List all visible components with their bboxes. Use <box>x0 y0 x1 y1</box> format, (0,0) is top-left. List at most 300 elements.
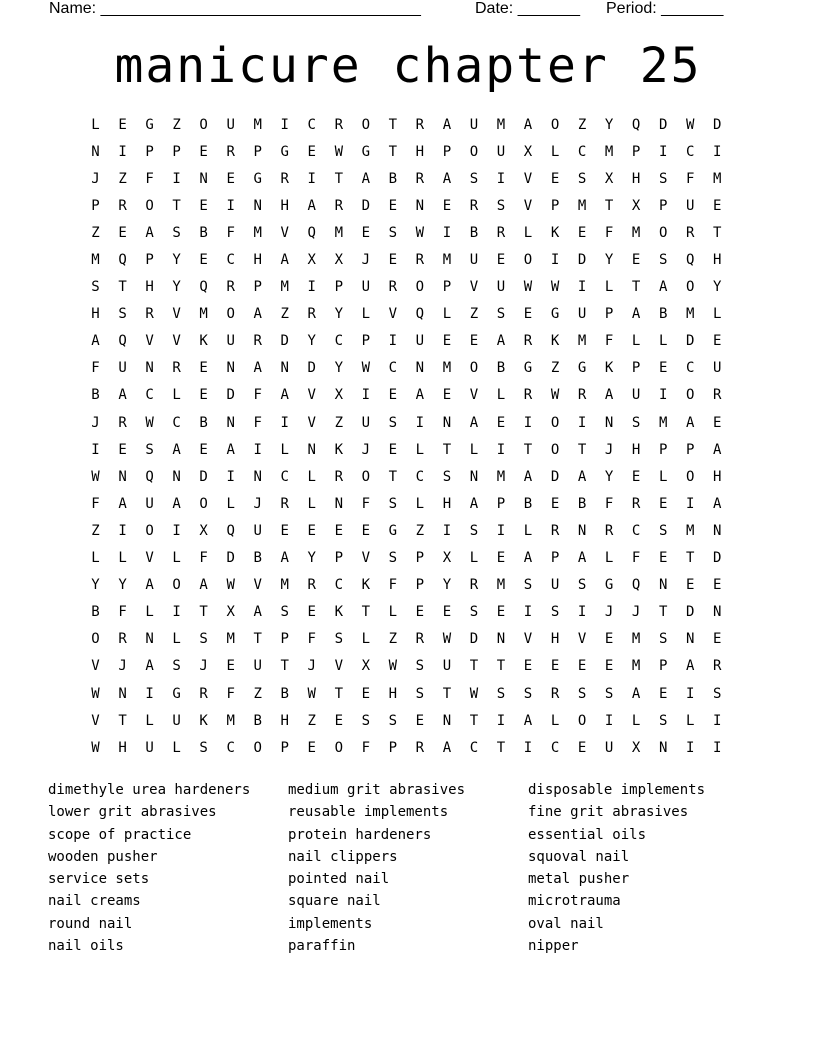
grid-letter: S <box>388 495 398 512</box>
grid-letter: V <box>280 224 289 241</box>
word-list-item: implements <box>288 915 373 932</box>
grid-letter: F <box>361 495 371 512</box>
grid-letter: Z <box>253 685 262 702</box>
word-list-column <box>48 779 288 957</box>
grid-letter: G <box>550 306 560 323</box>
grid-letter: E <box>496 604 506 621</box>
grid-letter: L <box>172 739 181 756</box>
grid-letter: E <box>658 360 668 377</box>
grid-letter: H <box>631 441 641 458</box>
grid-letter: G <box>577 360 587 377</box>
grid-letter: N <box>307 441 316 458</box>
grid-letter: U <box>253 658 262 675</box>
grid-letter: I <box>577 604 587 621</box>
grid-letter: A <box>280 550 289 567</box>
grid-letter: D <box>280 333 289 350</box>
grid-row <box>82 680 742 707</box>
grid-letter: W <box>550 387 560 404</box>
grid-letter: C <box>145 387 154 404</box>
grid-letter: I <box>307 279 316 296</box>
grid-letter: E <box>442 604 452 621</box>
grid-letter: B <box>91 604 100 621</box>
grid-letter: W <box>91 468 100 485</box>
grid-letter: H <box>280 712 289 729</box>
grid-letter: V <box>469 387 479 404</box>
grid-letter: Q <box>226 522 235 539</box>
grid-letter: O <box>550 414 560 431</box>
grid-letter: P <box>631 360 641 377</box>
grid-letter: M <box>577 197 587 214</box>
grid-row <box>82 599 742 626</box>
grid-letter: J <box>118 658 127 675</box>
grid-row <box>82 219 742 246</box>
word-list-item: dimethyle urea hardeners <box>48 782 251 798</box>
grid-letter: S <box>388 224 398 241</box>
grid-letter: I <box>307 170 316 187</box>
grid-letter: M <box>604 143 614 160</box>
grid-letter: Q <box>199 279 208 296</box>
grid-letter: C <box>334 333 344 350</box>
grid-letter: A <box>523 550 533 567</box>
grid-letter: E <box>118 224 127 241</box>
grid-letter: P <box>685 441 695 458</box>
grid-letter: T <box>118 279 127 296</box>
grid-letter: J <box>631 604 641 621</box>
grid-letter: E <box>658 685 668 702</box>
grid-letter: S <box>658 170 668 187</box>
grid-letter: C <box>226 252 235 269</box>
grid-letter: I <box>496 170 506 187</box>
grid-letter: O <box>199 495 208 512</box>
grid-letter: X <box>307 252 316 269</box>
grid-letter: W <box>388 658 398 675</box>
grid-letter: S <box>469 170 479 187</box>
grid-letter: A <box>604 387 614 404</box>
grid-letter: E <box>442 333 452 350</box>
grid-letter: U <box>361 414 371 431</box>
grid-letter: Z <box>91 522 100 539</box>
grid-letter: X <box>334 252 344 269</box>
grid-letter: U <box>118 360 127 377</box>
grid-letter: Y <box>334 306 344 323</box>
grid-letter: W <box>145 414 154 431</box>
grid-letter: P <box>388 739 398 756</box>
grid-letter: Y <box>91 577 100 594</box>
grid-letter: R <box>577 387 587 404</box>
grid-letter: E <box>388 197 398 214</box>
grid-row <box>82 246 742 273</box>
grid-letter: Z <box>307 712 316 729</box>
grid-letter: I <box>496 441 506 458</box>
grid-letter: U <box>226 116 235 133</box>
grid-letter: R <box>523 387 533 404</box>
grid-letter: R <box>415 739 425 756</box>
grid-letter: N <box>334 495 344 512</box>
grid-letter: G <box>172 685 181 702</box>
grid-letter: V <box>523 197 533 214</box>
grid-letter: R <box>415 631 425 648</box>
grid-letter: T <box>172 197 181 214</box>
grid-letter: S <box>199 631 208 648</box>
grid-letter: A <box>442 739 452 756</box>
grid-letter: X <box>631 739 641 756</box>
grid-letter: D <box>226 550 235 567</box>
grid-letter: Z <box>388 631 398 648</box>
grid-letter: E <box>226 170 235 187</box>
grid-letter: S <box>658 712 668 729</box>
grid-letter: E <box>199 441 208 458</box>
grid-letter: R <box>334 197 344 214</box>
grid-letter: N <box>577 522 587 539</box>
grid-letter: T <box>199 604 208 621</box>
grid-letter: V <box>469 279 479 296</box>
grid-letter: T <box>253 631 262 648</box>
grid-letter: E <box>361 522 371 539</box>
grid-letter: Y <box>172 279 181 296</box>
grid-letter: N <box>118 468 127 485</box>
grid-letter: E <box>604 658 614 675</box>
grid-letter: F <box>685 170 695 187</box>
grid-letter: R <box>604 522 614 539</box>
grid-letter: P <box>550 197 560 214</box>
grid-letter: L <box>172 550 181 567</box>
grid-letter: D <box>361 197 371 214</box>
grid-letter: Q <box>631 116 641 133</box>
grid-letter: X <box>523 143 533 160</box>
grid-letter: U <box>604 739 614 756</box>
grid-letter: I <box>523 414 533 431</box>
grid-letter: I <box>604 712 614 729</box>
grid-letter: V <box>145 333 154 350</box>
grid-letter: L <box>523 224 533 241</box>
grid-letter: G <box>523 360 533 377</box>
grid-letter: H <box>550 631 560 648</box>
grid-letter: L <box>145 712 154 729</box>
grid-letter: R <box>334 468 344 485</box>
grid-letter: L <box>658 468 668 485</box>
grid-letter: F <box>199 550 208 567</box>
grid-letter: M <box>253 116 262 133</box>
grid-row <box>82 138 742 165</box>
grid-letter: W <box>685 116 695 133</box>
grid-letter: A <box>118 387 127 404</box>
grid-letter: A <box>145 224 154 241</box>
grid-letter: N <box>253 197 262 214</box>
grid-letter: Z <box>415 522 425 539</box>
word-list-item: lower grit abrasives <box>48 804 217 821</box>
grid-letter: W <box>523 279 533 296</box>
grid-letter: M <box>442 360 452 377</box>
grid-letter: L <box>685 712 695 729</box>
grid-letter: W <box>442 631 452 648</box>
grid-letter: O <box>469 143 479 160</box>
grid-letter: S <box>577 170 587 187</box>
grid-letter: P <box>415 577 425 594</box>
grid-letter: J <box>91 170 100 187</box>
word-list-item: oval nail <box>528 915 604 932</box>
grid-letter: A <box>91 333 100 350</box>
grid-row <box>82 111 742 138</box>
word-list-item: metal pusher <box>528 871 630 888</box>
grid-letter: U <box>469 116 479 133</box>
grid-letter: I <box>685 685 695 702</box>
grid-letter: W <box>469 685 479 702</box>
grid-letter: T <box>658 604 668 621</box>
grid-letter: E <box>523 658 533 675</box>
grid-letter: L <box>118 550 127 567</box>
grid-letter: A <box>685 414 695 431</box>
grid-letter: P <box>550 550 560 567</box>
grid-letter: N <box>713 604 722 621</box>
grid-letter: R <box>496 224 506 241</box>
grid-letter: T <box>388 468 398 485</box>
page-title: manicure chapter 25 <box>114 38 702 94</box>
grid-letter: I <box>523 604 533 621</box>
grid-letter: Q <box>307 224 316 241</box>
grid-letter: O <box>361 468 371 485</box>
grid-letter: S <box>442 468 452 485</box>
grid-letter: S <box>469 604 479 621</box>
grid-letter: F <box>253 414 262 431</box>
grid-letter: A <box>523 116 533 133</box>
grid-letter: A <box>226 441 235 458</box>
grid-letter: F <box>307 631 316 648</box>
grid-letter: W <box>334 143 344 160</box>
word-list-item: nipper <box>528 938 579 955</box>
grid-letter: O <box>226 306 235 323</box>
grid-letter: T <box>280 658 289 675</box>
grid-letter: C <box>469 739 479 756</box>
word-search-grid <box>82 111 742 761</box>
grid-letter: M <box>631 631 641 648</box>
grid-letter: P <box>334 550 344 567</box>
grid-letter: S <box>496 197 506 214</box>
grid-letter: L <box>307 495 316 512</box>
grid-letter: M <box>442 252 452 269</box>
grid-letter: N <box>415 360 425 377</box>
grid-letter: B <box>91 387 100 404</box>
grid-row <box>82 165 742 192</box>
grid-row <box>82 707 742 734</box>
grid-letter: Z <box>550 360 560 377</box>
grid-letter: C <box>280 468 289 485</box>
grid-letter: E <box>442 197 452 214</box>
grid-letter: I <box>280 414 289 431</box>
grid-letter: A <box>469 495 479 512</box>
grid-letter: S <box>280 604 289 621</box>
grid-letter: H <box>253 252 262 269</box>
grid-letter: I <box>388 333 398 350</box>
grid-letter: R <box>280 495 289 512</box>
word-list-item: medium grit abrasives <box>288 782 466 798</box>
grid-letter: V <box>361 550 371 567</box>
grid-row <box>82 626 742 653</box>
grid-letter: R <box>307 306 316 323</box>
grid-letter: K <box>604 360 614 377</box>
grid-letter: B <box>199 224 208 241</box>
grid-letter: S <box>388 414 398 431</box>
grid-letter: U <box>713 360 722 377</box>
grid-letter: X <box>442 550 452 567</box>
date-field-label: Date: _______ <box>475 0 580 17</box>
grid-letter: V <box>91 712 100 729</box>
grid-letter: E <box>713 631 722 648</box>
grid-letter: D <box>199 468 208 485</box>
grid-letter: J <box>253 495 262 512</box>
grid-letter: Y <box>604 116 614 133</box>
grid-letter: L <box>172 631 181 648</box>
grid-letter: V <box>577 631 587 648</box>
grid-letter: A <box>415 387 425 404</box>
grid-letter: P <box>145 252 154 269</box>
grid-letter: S <box>577 577 587 594</box>
grid-letter: L <box>604 550 614 567</box>
grid-letter: O <box>145 522 154 539</box>
period-field-label: Period: _______ <box>606 0 724 17</box>
grid-letter: K <box>550 333 560 350</box>
grid-letter: A <box>442 170 452 187</box>
grid-letter: Q <box>415 306 425 323</box>
grid-letter: L <box>415 441 425 458</box>
grid-letter: D <box>713 116 722 133</box>
grid-letter: U <box>496 279 506 296</box>
grid-letter: Y <box>604 252 614 269</box>
grid-letter: A <box>253 360 262 377</box>
grid-letter: I <box>496 522 506 539</box>
grid-letter: A <box>577 550 587 567</box>
grid-row <box>82 328 742 355</box>
grid-letter: A <box>280 252 289 269</box>
word-list-item: essential oils <box>528 826 647 843</box>
grid-letter: U <box>550 577 560 594</box>
word-list-item: microtrauma <box>528 893 621 910</box>
grid-letter: W <box>91 739 100 756</box>
grid-letter: M <box>631 224 641 241</box>
grid-letter: I <box>442 224 452 241</box>
grid-letter: S <box>631 414 641 431</box>
grid-letter: T <box>469 658 479 675</box>
grid-letter: D <box>226 387 235 404</box>
grid-letter: R <box>145 306 154 323</box>
grid-letter: N <box>91 143 100 160</box>
grid-letter: A <box>523 468 533 485</box>
grid-letter: V <box>334 658 344 675</box>
grid-letter: W <box>361 360 371 377</box>
grid-letter: H <box>91 306 100 323</box>
grid-letter: N <box>253 468 262 485</box>
grid-letter: F <box>604 495 614 512</box>
grid-letter: G <box>388 522 398 539</box>
grid-letter: S <box>469 522 479 539</box>
grid-letter: T <box>334 170 344 187</box>
grid-letter: R <box>388 279 398 296</box>
grid-letter: X <box>361 658 371 675</box>
grid-letter: J <box>604 441 614 458</box>
grid-letter: M <box>496 577 506 594</box>
grid-letter: S <box>577 685 587 702</box>
grid-letter: I <box>713 143 722 160</box>
grid-letter: K <box>199 712 208 729</box>
grid-letter: O <box>91 631 100 648</box>
grid-letter: A <box>199 577 208 594</box>
grid-letter: I <box>172 522 181 539</box>
grid-letter: E <box>713 414 722 431</box>
grid-letter: N <box>658 739 668 756</box>
grid-letter: Y <box>604 468 614 485</box>
grid-letter: E <box>199 143 208 160</box>
grid-letter: T <box>442 441 452 458</box>
grid-row <box>82 355 742 382</box>
grid-letter: I <box>496 712 506 729</box>
grid-letter: D <box>307 360 316 377</box>
grid-letter: O <box>253 739 262 756</box>
grid-letter: T <box>577 441 587 458</box>
grid-letter: A <box>631 306 641 323</box>
grid-letter: Z <box>469 306 479 323</box>
grid-letter: R <box>550 522 560 539</box>
grid-letter: C <box>685 143 695 160</box>
grid-letter: R <box>226 279 235 296</box>
grid-letter: I <box>118 143 127 160</box>
grid-letter: E <box>685 577 695 594</box>
grid-letter: N <box>199 170 208 187</box>
grid-letter: C <box>415 468 425 485</box>
grid-letter: K <box>199 333 208 350</box>
grid-letter: B <box>469 224 479 241</box>
grid-letter: S <box>334 631 344 648</box>
grid-letter: F <box>604 224 614 241</box>
grid-letter: T <box>469 712 479 729</box>
grid-letter: F <box>91 360 100 377</box>
grid-letter: L <box>469 550 479 567</box>
grid-letter: E <box>631 468 641 485</box>
grid-letter: Q <box>118 252 127 269</box>
grid-letter: L <box>172 387 181 404</box>
grid-letter: H <box>415 143 425 160</box>
grid-letter: N <box>469 468 479 485</box>
grid-letter: V <box>523 631 533 648</box>
grid-row <box>82 436 742 463</box>
grid-letter: R <box>550 685 560 702</box>
grid-letter: P <box>280 739 289 756</box>
grid-letter: A <box>145 658 154 675</box>
grid-letter: E <box>713 577 722 594</box>
grid-letter: N <box>280 360 289 377</box>
grid-letter: D <box>469 631 479 648</box>
grid-letter: O <box>550 116 560 133</box>
grid-letter: O <box>172 577 181 594</box>
grid-letter: J <box>307 658 316 675</box>
grid-letter: X <box>604 170 614 187</box>
grid-letter: R <box>469 197 479 214</box>
grid-letter: E <box>577 224 587 241</box>
grid-letter: A <box>253 306 262 323</box>
word-list-item: pointed nail <box>288 871 390 888</box>
grid-letter: C <box>388 360 398 377</box>
grid-letter: O <box>523 252 533 269</box>
grid-letter: N <box>226 360 235 377</box>
grid-letter: F <box>604 333 614 350</box>
grid-letter: C <box>577 143 587 160</box>
grid-letter: Z <box>172 116 181 133</box>
grid-letter: E <box>658 495 668 512</box>
grid-letter: P <box>658 441 668 458</box>
grid-letter: B <box>496 360 506 377</box>
grid-letter: N <box>172 468 181 485</box>
grid-letter: I <box>280 116 289 133</box>
grid-letter: T <box>118 712 127 729</box>
grid-letter: E <box>199 197 208 214</box>
